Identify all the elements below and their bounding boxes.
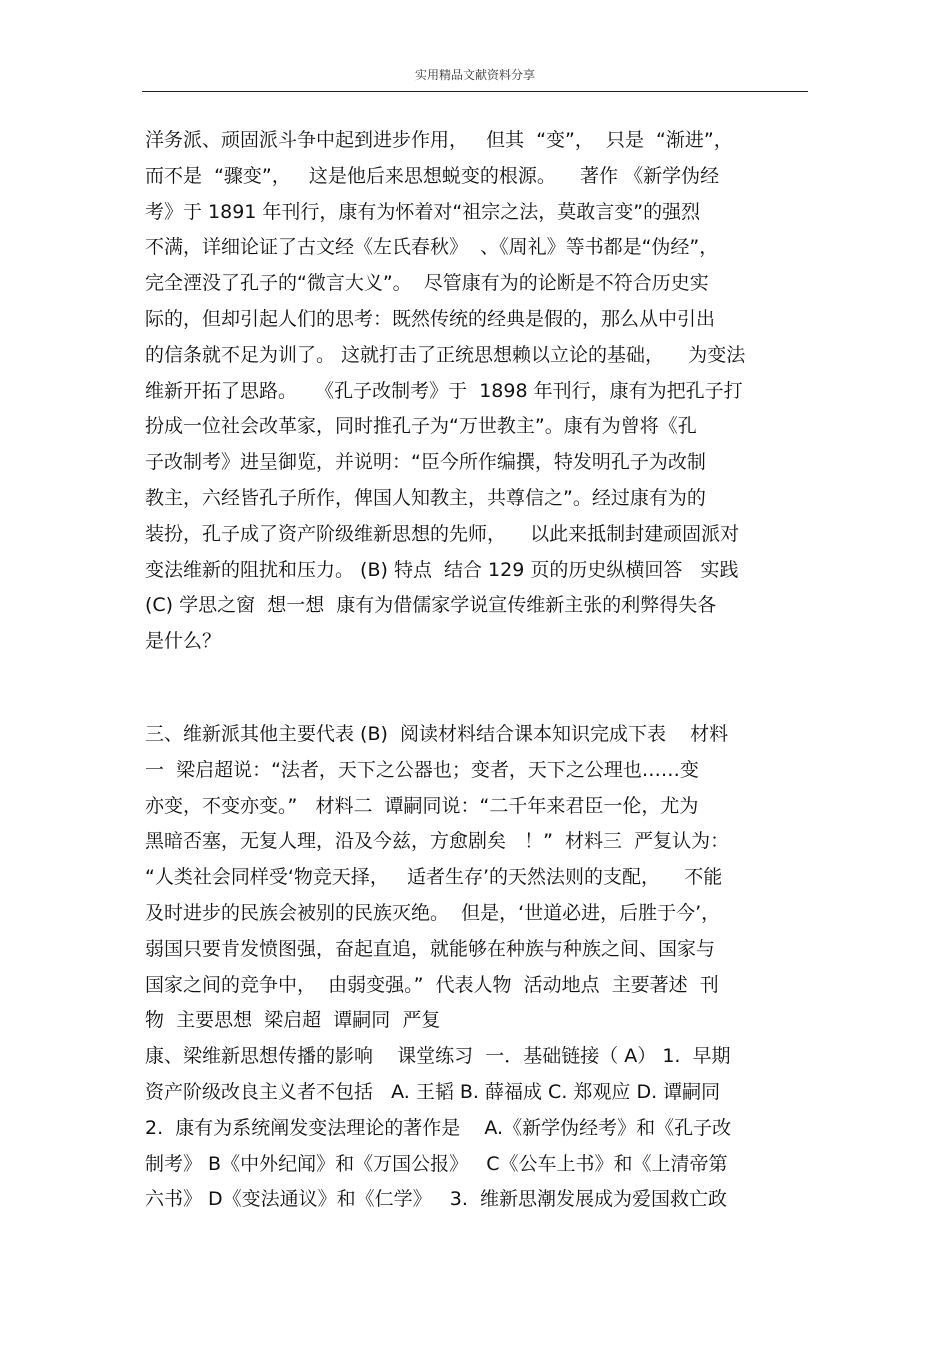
text-line: 黑暗否塞，无复人理，沿及今兹，方愈剧矣 ！” 材料三 严复认为： [145, 830, 730, 853]
text-line: (C) 学思之窗 想一想 康有为借儒家学说宣传维新主张的利弊得失各 [145, 594, 717, 617]
text-line: 是什么？ [145, 630, 222, 653]
text-line: 洋务派、顽固派斗争中起到进步作用， 但其 “变”， 只是 “渐进”， [145, 129, 733, 151]
text-line: 教主，六经皆孔子所作，俾国人知教主，共尊信之”。经过康有为的 [145, 486, 706, 509]
text-line: 康、梁维新思想传播的影响 课堂练习 一．基础链接（ A） 1. 早期 [145, 1045, 731, 1068]
text-line: 及时进步的民族会被别的民族灭绝。 但是，‘世道必进，后胜于今’， [145, 901, 721, 924]
text-line: 一 梁启超说：“法者，天下之公器也；变者，天下之公理也……变 [145, 758, 699, 781]
text-line: 三、维新派其他主要代表 (B) 阅读材料结合课本知识完成下表 材料 [145, 723, 729, 745]
text-line: 变法维新的阻扰和压力。 (B) 特点 结合 129 页的历史纵横回答 实践 [145, 558, 739, 581]
text-line: “人类社会同样受‘物竞天择， 适者生存’的天然法则的支配， 不能 [145, 866, 723, 889]
text-line: 2. 康有为系统阐发变法理论的著作是 A.《新学伪经考》和《孔子改 [145, 1116, 732, 1139]
page-header: 实用精品文献资料分享 [414, 68, 535, 82]
text-line: 国家之间的竞争中， 由弱变强。” 代表人物 活动地点 主要著述 刊 [145, 973, 719, 996]
paragraph-other-reformers [145, 717, 815, 1218]
text-line: 扮成一位社会改革家，同时推孔子为“万世教主”。康有为曾将《孔 [145, 415, 697, 438]
text-line: 际的，但却引起人们的思考：既然传统的经典是假的，那么从中引出 [145, 307, 716, 330]
text-line: 维新开拓了思路。 《孔子改制考》于 1898 年刊行，康有为把孔子打 [145, 379, 743, 402]
text-line: 亦变，不变亦变。” 材料二 谭嗣同说：“二千年来君臣一伦，尤为 [145, 794, 699, 817]
text-line: 装扮，孔子成了资产阶级维新思想的先师， 以此来抵制封建顽固派对 [145, 522, 740, 545]
text-line: 物 主要思想 梁启超 谭嗣同 严复 [145, 1009, 441, 1032]
header-divider [142, 91, 808, 92]
text-line: 资产阶级改良主义者不包括 A. 王韬 B. 薛福成 C. 郑观应 D. 谭嗣同 [145, 1080, 721, 1103]
text-line: 的信条就不足为训了。 这就打击了正统思想赖以立论的基础， 为变法 [145, 343, 746, 366]
text-line: 不满，详细论证了古文经《左氏春秋》 、《周礼》等书都是“伪经”， [145, 236, 719, 259]
text-line: 弱国只要肯发愤图强，奋起直追，就能够在种族与种族之间、国家与 [145, 937, 716, 960]
paragraph-kang-youwei [145, 123, 815, 660]
text-line: 完全湮没了孔子的“微言大义”。 尽管康有为的论断是不符合历史实 [145, 272, 709, 295]
text-line: 六书》 D《变法通议》和《仁学》 3. 维新思潮发展成为爱国救亡政 [145, 1188, 727, 1211]
text-line: 子改制考》进呈御览，并说明：“臣今所作编撰，特发明孔子为改制 [145, 451, 706, 474]
text-line: 而不是 “骤变”， 这是他后来思想蜕变的根源。 著作 《新学伪经 [145, 164, 720, 187]
text-line: 制考》 B《中外纪闻》和《万国公报》 C《公车上书》和《上清帝第 [145, 1152, 728, 1175]
text-line: 考》于 1891 年刊行，康有为怀着对“祖宗之法，莫敢言变”的强烈 [145, 200, 701, 223]
